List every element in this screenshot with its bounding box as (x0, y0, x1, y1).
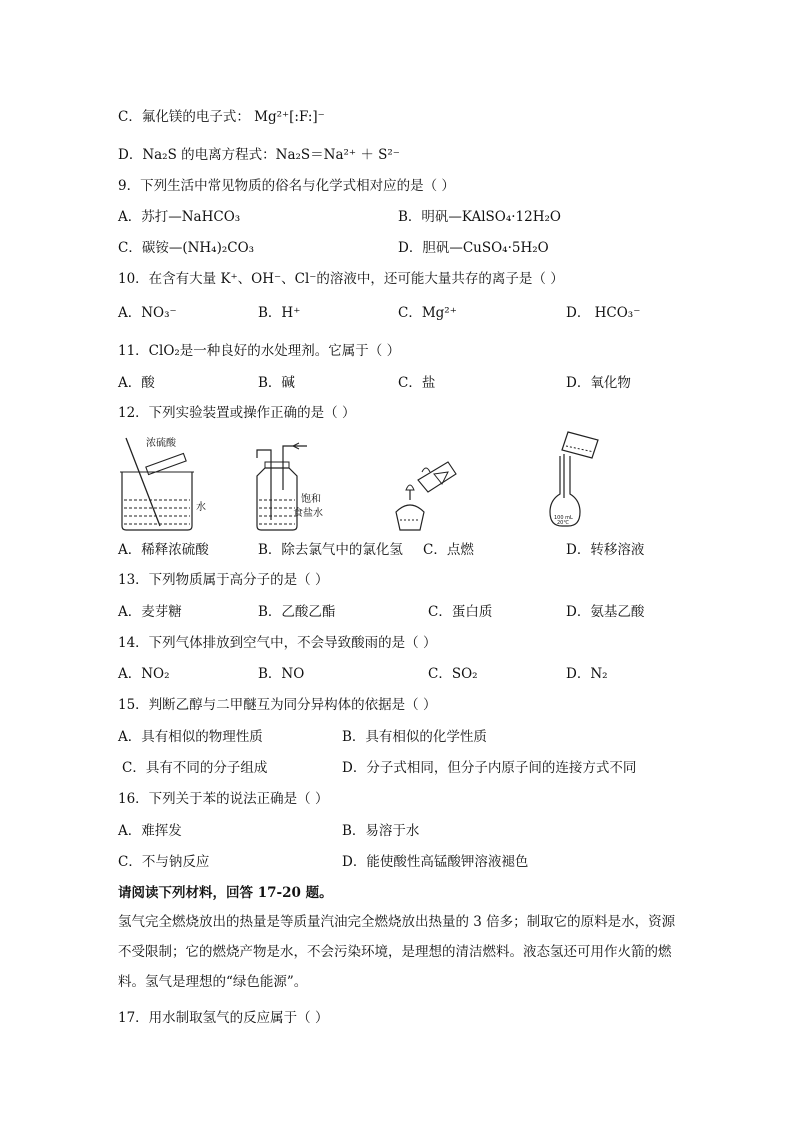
q10-option-a: A．NO₃⁻ (118, 305, 177, 321)
q11-option-c: C．盐 (398, 375, 436, 391)
q13-option-c: C．蛋白质 (428, 604, 493, 620)
label-conc-acid: 浓硫酸 (146, 438, 176, 449)
q12-option-c: C．点燃 (423, 542, 474, 558)
label-flask-volume: 100 mL (554, 515, 573, 521)
q10-option-d: D． HCO₃⁻ (566, 305, 641, 321)
question-9: 9．下列生活中常见物质的俗名与化学式相对应的是（ ） (118, 178, 455, 194)
q15-option-a: A．具有相似的物理性质 (118, 729, 263, 745)
q9-option-a: A．苏打—NaHCO₃ (118, 209, 241, 225)
option-c-line: C．氟化镁的电子式： Mg²⁺[:F:]⁻ (118, 109, 325, 125)
question-12: 12．下列实验装置或操作正确的是（ ） (118, 405, 356, 421)
question-13: 13．下列物质属于高分子的是（ ） (118, 572, 329, 588)
q11-option-b: B．碱 (258, 375, 295, 391)
figure-alcohol-lamp (390, 450, 470, 536)
label-saturated: 饱和 (301, 494, 321, 505)
question-15: 15．判断乙醇与二甲醚互为同分异构体的依据是（ ） (118, 697, 437, 713)
q16-option-b: B．易溶于水 (342, 823, 420, 839)
q10-option-c: C．Mg²⁺ (398, 305, 457, 321)
q10-option-b: B．H⁺ (258, 305, 301, 321)
q15-option-c: C．具有不同的分子组成 (122, 760, 268, 776)
q13-option-d: D．氨基乙酸 (566, 604, 645, 620)
q9-option-c: C．碳铵—(NH₄)₂CO₃ (118, 240, 255, 256)
q14-option-d: D．N₂ (566, 666, 608, 682)
question-10: 10．在含有大量 K⁺、OH⁻、Cl⁻的溶液中，还可能大量共存的离子是（ ） (118, 271, 564, 287)
q15-option-d: D．分子式相同，但分子内原子间的连接方式不同 (342, 760, 637, 776)
label-flask-temp: 20℃ (557, 520, 569, 526)
q14-option-b: B．NO (258, 666, 305, 682)
q9-option-b: B．明矾—KAlSO₄·12H₂O (398, 209, 561, 225)
q15-option-b: B．具有相似的化学性质 (342, 729, 487, 745)
q16-option-a: A．难挥发 (118, 823, 182, 839)
reading-heading: 请阅读下列材料，回答 17-20 题。 (118, 885, 333, 901)
q12-option-a: A．稀释浓硫酸 (118, 542, 209, 558)
q13-option-b: B．乙酸乙酯 (258, 604, 336, 620)
figure-wash-bottle (245, 440, 355, 536)
q12-option-b: B．除去氯气中的氯化氢 (258, 542, 403, 558)
q9-option-d: D．胆矾—CuSO₄·5H₂O (398, 240, 549, 256)
question-16: 16．下列关于苯的说法正确是（ ） (118, 791, 329, 807)
label-water: 水 (196, 502, 206, 513)
reading-paragraph: 氢气完全燃烧放出的热量是等质量汽油完全燃烧放出热量的 3 倍多；制取它的原料是水，资源不受限制；它的燃烧产物是水，不会污染环境，是理想的清洁燃料。液态氢还可用作火箭的燃料。氢气是理想的“绿色能源”。 (118, 914, 676, 990)
q16-option-d: D．能使酸性高锰酸钾溶液褪色 (342, 854, 529, 870)
figure-volumetric-flask (548, 428, 618, 532)
q12-option-d: D．转移溶液 (566, 542, 645, 558)
question-14: 14．下列气体排放到空气中，不会导致酸雨的是（ ） (118, 635, 437, 651)
q14-option-c: C．SO₂ (428, 666, 478, 682)
label-brine: 食盐水 (293, 508, 323, 519)
q11-option-a: A．酸 (118, 375, 155, 391)
question-17: 17．用水制取氢气的反应属于（ ） (118, 1010, 329, 1026)
q11-option-d: D．氧化物 (566, 375, 631, 391)
q14-option-a: A．NO₂ (118, 666, 170, 682)
q13-option-a: A．麦芽糖 (118, 604, 182, 620)
question-11: 11．ClO₂是一种良好的水处理剂。它属于（ ） (118, 343, 401, 359)
option-d-line: D．Na₂S 的电离方程式：Na₂S＝Na²⁺ ＋ S²⁻ (118, 147, 400, 163)
figure-dilute-acid (118, 430, 228, 534)
q16-option-c: C．不与钠反应 (118, 854, 210, 870)
